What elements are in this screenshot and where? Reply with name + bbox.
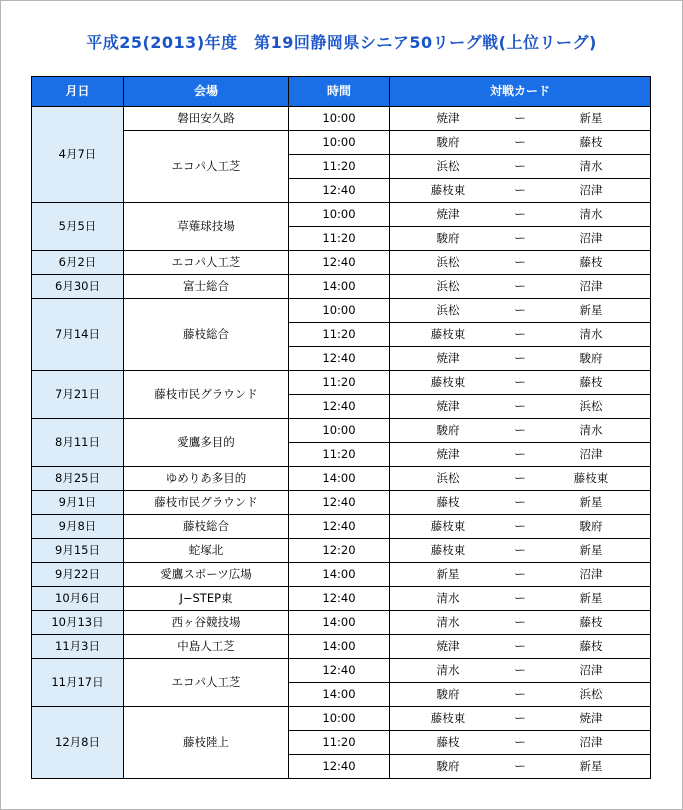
- home-team: 駿府: [436, 231, 460, 245]
- away-team: 浜松: [579, 399, 603, 413]
- away-team: 藤枝東: [573, 471, 609, 485]
- match-cell: [390, 371, 651, 395]
- home-team: 藤枝東: [430, 327, 466, 341]
- time-cell: 12:40: [289, 395, 390, 419]
- home-team: 藤枝東: [430, 711, 466, 725]
- header-venue: 会場: [124, 77, 289, 107]
- match-cell: [390, 179, 651, 203]
- versus-dash: ー: [514, 423, 526, 437]
- versus-dash: ー: [514, 735, 526, 749]
- versus-dash: ー: [514, 639, 526, 653]
- match-cell: [390, 419, 651, 443]
- match-cell: [390, 299, 651, 323]
- match-cell: [390, 755, 651, 779]
- time-cell: 11:20: [289, 323, 390, 347]
- home-team: 藤枝東: [430, 183, 466, 197]
- home-team: 駿府: [436, 135, 460, 149]
- home-team: 焼津: [436, 447, 460, 461]
- away-team: 藤枝: [579, 639, 603, 653]
- versus-dash: ー: [514, 111, 526, 125]
- versus-dash: ー: [514, 351, 526, 365]
- away-team: 新星: [579, 591, 603, 605]
- table-row: [32, 515, 651, 539]
- home-team: 藤枝: [436, 735, 460, 749]
- home-team: 藤枝東: [430, 375, 466, 389]
- versus-dash: ー: [514, 567, 526, 581]
- table-row: [32, 251, 651, 275]
- venue-cell: 藤枝市民グラウンド: [124, 371, 289, 419]
- time-cell: 11:20: [289, 731, 390, 755]
- time-cell: 12:40: [289, 587, 390, 611]
- away-team: 藤枝: [579, 375, 603, 389]
- time-cell: 12:40: [289, 251, 390, 275]
- venue-cell: 西ヶ谷競技場: [124, 611, 289, 635]
- versus-dash: ー: [514, 159, 526, 173]
- venue-cell: 富士総合: [124, 275, 289, 299]
- match-cell: [390, 683, 651, 707]
- match-cell: [390, 515, 651, 539]
- away-team: 沼津: [579, 663, 603, 677]
- time-cell: 12:20: [289, 539, 390, 563]
- header-date: 月日: [32, 77, 124, 107]
- versus-dash: ー: [514, 663, 526, 677]
- date-cell: 11月17日: [32, 659, 124, 707]
- time-cell: 10:00: [289, 419, 390, 443]
- page-title: 平成25(2013)年度 第19回静岡県シニア50リーグ戦(上位リーグ): [86, 33, 597, 52]
- home-team: 焼津: [436, 111, 460, 125]
- match-cell: [390, 707, 651, 731]
- away-team: 新星: [579, 303, 603, 317]
- home-team: 駿府: [436, 423, 460, 437]
- away-team: 藤枝: [579, 255, 603, 269]
- versus-dash: ー: [514, 543, 526, 557]
- home-team: 藤枝東: [430, 519, 466, 533]
- time-cell: 10:00: [289, 299, 390, 323]
- date-cell: 8月25日: [32, 467, 124, 491]
- versus-dash: ー: [514, 591, 526, 605]
- table-row: [32, 707, 651, 731]
- home-team: 清水: [436, 591, 460, 605]
- date-cell: 5月5日: [32, 203, 124, 251]
- match-cell: [390, 155, 651, 179]
- match-cell: [390, 323, 651, 347]
- time-cell: 11:20: [289, 371, 390, 395]
- time-cell: 14:00: [289, 563, 390, 587]
- table-row: [32, 611, 651, 635]
- versus-dash: ー: [514, 471, 526, 485]
- venue-cell: 藤枝総合: [124, 299, 289, 371]
- date-cell: 6月30日: [32, 275, 124, 299]
- table-row: [32, 659, 651, 683]
- date-cell: 8月11日: [32, 419, 124, 467]
- away-team: 清水: [579, 423, 603, 437]
- match-cell: [390, 635, 651, 659]
- away-team: 清水: [579, 159, 603, 173]
- away-team: 浜松: [579, 687, 603, 701]
- match-cell: [390, 659, 651, 683]
- time-cell: 11:20: [289, 443, 390, 467]
- venue-cell: 愛鷹多目的: [124, 419, 289, 467]
- venue-cell: 蛇塚北: [124, 539, 289, 563]
- date-cell: 6月2日: [32, 251, 124, 275]
- time-cell: 10:00: [289, 131, 390, 155]
- time-cell: 14:00: [289, 683, 390, 707]
- away-team: 新星: [579, 495, 603, 509]
- time-cell: 14:00: [289, 275, 390, 299]
- venue-cell: 藤枝陸上: [124, 707, 289, 779]
- table-row: [32, 419, 651, 443]
- versus-dash: ー: [514, 615, 526, 629]
- versus-dash: ー: [514, 207, 526, 221]
- away-team: 清水: [579, 207, 603, 221]
- date-cell: 9月15日: [32, 539, 124, 563]
- home-team: 浜松: [436, 303, 460, 317]
- versus-dash: ー: [514, 399, 526, 413]
- header-row: [32, 77, 651, 107]
- away-team: 新星: [579, 759, 603, 773]
- date-cell: 9月22日: [32, 563, 124, 587]
- match-cell: [390, 611, 651, 635]
- date-cell: 9月1日: [32, 491, 124, 515]
- match-cell: [390, 731, 651, 755]
- schedule-body: [32, 107, 651, 779]
- home-team: 浜松: [436, 471, 460, 485]
- time-cell: 12:40: [289, 491, 390, 515]
- versus-dash: ー: [514, 231, 526, 245]
- versus-dash: ー: [514, 375, 526, 389]
- home-team: 浜松: [436, 159, 460, 173]
- venue-cell: 磐田安久路: [124, 107, 289, 131]
- time-cell: 12:40: [289, 755, 390, 779]
- venue-cell: エコパ人工芝: [124, 251, 289, 275]
- versus-dash: ー: [514, 519, 526, 533]
- match-cell: [390, 443, 651, 467]
- match-cell: [390, 563, 651, 587]
- away-team: 沼津: [579, 183, 603, 197]
- table-row: [32, 371, 651, 395]
- time-cell: 12:40: [289, 659, 390, 683]
- home-team: 浜松: [436, 279, 460, 293]
- match-cell: [390, 275, 651, 299]
- date-cell: 7月14日: [32, 299, 124, 371]
- match-cell: [390, 539, 651, 563]
- away-team: 焼津: [579, 711, 603, 725]
- time-cell: 10:00: [289, 707, 390, 731]
- away-team: 沼津: [579, 447, 603, 461]
- home-team: 新星: [436, 567, 460, 581]
- venue-cell: 愛鷹スポーツ広場: [124, 563, 289, 587]
- venue-cell: ゆめりあ多目的: [124, 467, 289, 491]
- away-team: 沼津: [579, 231, 603, 245]
- versus-dash: ー: [514, 303, 526, 317]
- versus-dash: ー: [514, 183, 526, 197]
- versus-dash: ー: [514, 447, 526, 461]
- home-team: 藤枝東: [430, 543, 466, 557]
- header-match: 対戦カード: [390, 77, 651, 107]
- schedule-table: [31, 76, 651, 779]
- away-team: 駿府: [579, 351, 603, 365]
- time-cell: 12:40: [289, 347, 390, 371]
- venue-cell: 草薙球技場: [124, 203, 289, 251]
- time-cell: 11:20: [289, 227, 390, 251]
- match-cell: [390, 131, 651, 155]
- versus-dash: ー: [514, 711, 526, 725]
- away-team: 藤枝: [579, 135, 603, 149]
- versus-dash: ー: [514, 255, 526, 269]
- match-cell: [390, 395, 651, 419]
- match-cell: [390, 467, 651, 491]
- versus-dash: ー: [514, 687, 526, 701]
- table-row: [32, 635, 651, 659]
- time-cell: 11:20: [289, 155, 390, 179]
- home-team: 焼津: [436, 639, 460, 653]
- versus-dash: ー: [514, 135, 526, 149]
- venue-cell: エコパ人工芝: [124, 659, 289, 707]
- venue-cell: 藤枝総合: [124, 515, 289, 539]
- home-team: 浜松: [436, 255, 460, 269]
- time-cell: 14:00: [289, 611, 390, 635]
- match-cell: [390, 587, 651, 611]
- away-team: 沼津: [579, 279, 603, 293]
- table-row: [32, 299, 651, 323]
- date-cell: 7月21日: [32, 371, 124, 419]
- match-cell: [390, 107, 651, 131]
- table-row: [32, 107, 651, 131]
- versus-dash: ー: [514, 327, 526, 341]
- home-team: 駿府: [436, 687, 460, 701]
- away-team: 駿府: [579, 519, 603, 533]
- time-cell: 14:00: [289, 467, 390, 491]
- versus-dash: ー: [514, 759, 526, 773]
- home-team: 焼津: [436, 207, 460, 221]
- match-cell: [390, 347, 651, 371]
- venue-cell: 藤枝市民グラウンド: [124, 491, 289, 515]
- away-team: 新星: [579, 111, 603, 125]
- header-time: 時間: [289, 77, 390, 107]
- match-cell: [390, 251, 651, 275]
- venue-cell: エコパ人工芝: [124, 131, 289, 203]
- time-cell: 10:00: [289, 107, 390, 131]
- table-row: [32, 203, 651, 227]
- time-cell: 12:40: [289, 515, 390, 539]
- time-cell: 14:00: [289, 635, 390, 659]
- home-team: 清水: [436, 615, 460, 629]
- table-row: [32, 491, 651, 515]
- away-team: 藤枝: [579, 615, 603, 629]
- home-team: 駿府: [436, 759, 460, 773]
- away-team: 新星: [579, 543, 603, 557]
- table-row: [32, 539, 651, 563]
- home-team: 清水: [436, 663, 460, 677]
- venue-cell: J−STEP東: [124, 587, 289, 611]
- versus-dash: ー: [514, 279, 526, 293]
- date-cell: 12月8日: [32, 707, 124, 779]
- table-row: [32, 467, 651, 491]
- date-cell: 10月13日: [32, 611, 124, 635]
- date-cell: 9月8日: [32, 515, 124, 539]
- time-cell: 10:00: [289, 203, 390, 227]
- date-cell: 11月3日: [32, 635, 124, 659]
- away-team: 沼津: [579, 567, 603, 581]
- match-cell: [390, 227, 651, 251]
- date-cell: 10月6日: [32, 587, 124, 611]
- table-row: [32, 275, 651, 299]
- venue-cell: 中島人工芝: [124, 635, 289, 659]
- home-team: 藤枝: [436, 495, 460, 509]
- match-cell: [390, 491, 651, 515]
- home-team: 焼津: [436, 399, 460, 413]
- match-cell: [390, 203, 651, 227]
- date-cell: 4月7日: [32, 107, 124, 203]
- table-row: [32, 587, 651, 611]
- away-team: 沼津: [579, 735, 603, 749]
- table-row: [32, 563, 651, 587]
- versus-dash: ー: [514, 495, 526, 509]
- away-team: 清水: [579, 327, 603, 341]
- home-team: 焼津: [436, 351, 460, 365]
- table-row: [32, 131, 651, 155]
- time-cell: 12:40: [289, 179, 390, 203]
